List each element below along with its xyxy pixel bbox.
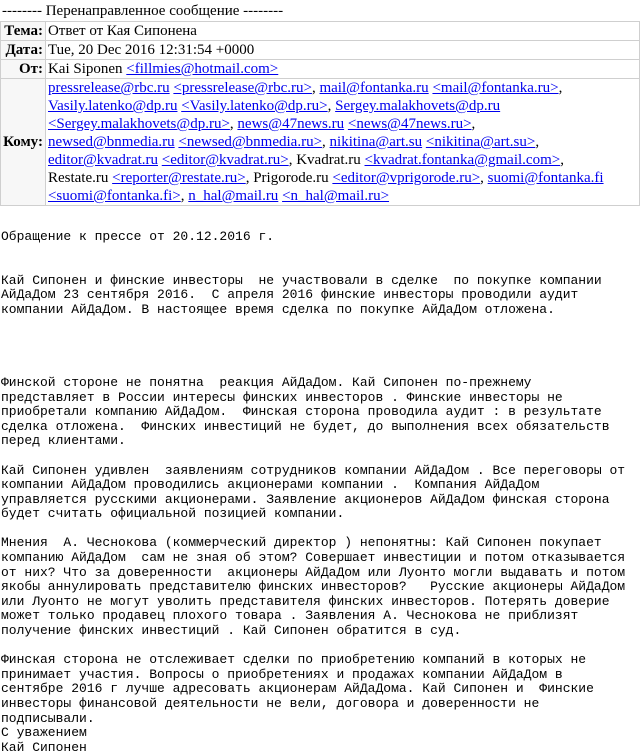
- body-line: Финской стороне не понятна реакция АйДаДом. Кай Сипонен по-прежнему: [1, 374, 532, 390]
- body-line: сделка отложена. Финских инвестиций не будет, до выполнения всех обязательств: [1, 418, 610, 434]
- body-line: Кай Сипонен удивлен заявлениям сотрудников компании АйДаДом . Все переговоры от: [1, 462, 626, 478]
- from-row: [1, 60, 640, 79]
- body-line: [1, 259, 625, 274]
- recipient-email-link[interactable]: <mail@fontanka.ru>: [432, 80, 559, 96]
- recipient-email-link[interactable]: n_hal@mail.ru: [188, 188, 279, 204]
- date-value: Tue, 20 Dec 2016 12:31:54 +0000: [45, 41, 639, 60]
- body-line: принимает участия. Вопросы о приобретениях и продажах компании АйДаДом в: [1, 666, 563, 682]
- recipients-list: [45, 79, 639, 206]
- body-line: Финская сторона не отслеживает сделки по приобретению компаний в которых не: [1, 652, 587, 668]
- recipient-text: ,: [560, 152, 564, 168]
- recipient-email-link[interactable]: <editor@vprigorode.ru>: [332, 170, 481, 186]
- recipient-text: ,: [535, 134, 540, 150]
- body-line: получение финских инвестиций . Кай Сипонен обратится в суд.: [1, 623, 462, 639]
- subject-row: [1, 22, 640, 41]
- recipient-text: ,: [471, 116, 476, 132]
- from-label: От:: [1, 60, 46, 79]
- message-body: [0, 230, 625, 755]
- date-label: Дата:: [1, 41, 46, 60]
- body-line: представляет в России интересы финских инвесторов . Финские инвесторы не: [1, 389, 563, 405]
- recipient-text: Restate.ru: [47, 170, 113, 186]
- body-line: или Луонто не могут уволить представителя финских инвесторов. Потерять доверие: [1, 593, 610, 609]
- recipient-line: [48, 133, 637, 151]
- recipient-email-link[interactable]: news@47news.ru: [237, 116, 345, 132]
- recipient-email-link[interactable]: pressrelease@rbc.ru: [47, 80, 170, 96]
- body-line: Обращение к прессе от 20.12.2016 г.: [1, 229, 275, 244]
- date-row: [1, 41, 640, 60]
- body-line: якобы аннулировать представителю финских инвесторов? Русские акционеры АйДаДом: [1, 579, 626, 595]
- body-line: инвесторы финансовой деятельности не вели, договора и доверенности не: [1, 696, 540, 711]
- recipient-email-link[interactable]: <newsed@bnmedia.ru>: [178, 134, 323, 150]
- body-line: Мнения А. Чеснокова (коммерческий директор ) непонятны: Кай Сипонен покупает: [1, 535, 602, 551]
- recipient-line: [48, 151, 637, 169]
- body-line: Кай Сипонен: [1, 739, 87, 755]
- body-line: [1, 318, 625, 333]
- recipient-text: ,: [327, 98, 336, 114]
- from-email-link[interactable]: <fillmies@hotmail.com>: [126, 61, 279, 77]
- body-line: может только продавец плохого товара . Заявления А. Чеснокова не приблизят: [1, 608, 579, 624]
- to-row: [1, 79, 640, 206]
- body-line: перед клиентами.: [1, 433, 126, 449]
- body-line: управляется русскими акционерами. Заявление акционеров АйДаДом финская сторона: [1, 491, 610, 507]
- recipient-text: ,: [480, 170, 488, 186]
- recipient-email-link[interactable]: suomi@fontanka.fi: [487, 170, 604, 186]
- recipient-text: ,: [180, 188, 189, 204]
- recipient-line: [48, 187, 637, 205]
- recipient-line: [48, 169, 637, 187]
- body-line: АйДаДом 23 сентября 2016. С апреля 2016 финские инвесторы проводили аудит: [1, 287, 579, 303]
- subject-value: Ответ от Кая Сипонена: [45, 22, 639, 41]
- recipient-email-link[interactable]: <pressrelease@rbc.ru>: [173, 80, 312, 96]
- from-name: Kai Siponen: [47, 61, 123, 77]
- recipient-line: [48, 97, 637, 115]
- recipient-email-link[interactable]: <nikitina@art.su>: [425, 134, 536, 150]
- recipient-email-link[interactable]: <Vasily.latenko@dp.ru>: [181, 98, 328, 114]
- recipient-text: ,: [558, 80, 563, 96]
- recipient-email-link[interactable]: Vasily.latenko@dp.ru: [47, 98, 178, 114]
- recipient-email-link[interactable]: <reporter@restate.ru>: [112, 170, 246, 186]
- recipient-email-link[interactable]: <Sergey.malakhovets@dp.ru>: [47, 116, 230, 132]
- recipient-text: ,: [311, 80, 320, 96]
- recipient-text: ,: [322, 134, 330, 150]
- recipient-text: , Kvadrat.ru: [288, 152, 365, 168]
- body-line: [1, 332, 625, 347]
- forwarded-message-header: -------- Перенаправленное сообщение --------: [2, 3, 284, 19]
- recipient-email-link[interactable]: nikitina@art.su: [329, 134, 423, 150]
- body-line: приобретали компанию АйДаДом. Финская сторона проводила аудит : в результате: [1, 404, 602, 420]
- body-line: компанию АйДаДом сам не зная об этом? Совершает инвестиции и потом отказывается: [1, 550, 626, 566]
- body-line: сентябре 2016 г лучше адресовать акционерам АйДаДома. Кай Сипонен и Финские: [1, 681, 594, 697]
- recipient-email-link[interactable]: <suomi@fontanka.fi>: [47, 188, 181, 204]
- body-line: [1, 522, 625, 537]
- recipient-text: ,: [229, 116, 238, 132]
- recipient-email-link[interactable]: mail@fontanka.ru: [319, 80, 429, 96]
- body-line: [1, 347, 625, 362]
- body-line: компании АйДаДом. В настоящее время сделка по покупке АйДаДом отложена.: [1, 301, 555, 317]
- body-line: подписывали.: [1, 710, 95, 726]
- message-header-table: [0, 21, 640, 206]
- recipient-line: [48, 115, 637, 133]
- body-line: [1, 639, 625, 654]
- to-label: Кому:: [1, 79, 46, 206]
- body-line: компании АйДаДом проводились акционерами компании . Компания АйДаДом: [1, 477, 540, 493]
- recipient-email-link[interactable]: <kvadrat.fontanka@gmail.com>: [364, 152, 561, 168]
- recipient-email-link[interactable]: editor@kvadrat.ru: [47, 152, 158, 168]
- body-line: [1, 361, 625, 376]
- recipient-email-link[interactable]: <n_hal@mail.ru>: [282, 188, 390, 204]
- body-line: [1, 449, 625, 464]
- subject-label: Тема:: [1, 22, 46, 41]
- recipient-email-link[interactable]: <news@47news.ru>: [347, 116, 472, 132]
- body-line: Кай Сипонен и финские инвесторы не участвовали в сделке по покупке компании: [1, 272, 602, 288]
- body-line: С уважением: [1, 725, 87, 741]
- recipient-email-link[interactable]: <editor@kvadrat.ru>: [161, 152, 289, 168]
- body-line: [1, 245, 625, 260]
- body-line: от них? Что за доверенности акционеры АйДаДом или Луонто могли выдавать и потом: [1, 564, 626, 580]
- from-value: [45, 60, 639, 79]
- recipient-line: [48, 79, 637, 97]
- recipient-email-link[interactable]: newsed@bnmedia.ru: [47, 134, 175, 150]
- recipient-text: , Prigorode.ru: [245, 170, 333, 186]
- recipient-email-link[interactable]: Sergey.malakhovets@dp.ru: [335, 98, 501, 114]
- body-line: будет считать официальной позицией компании.: [1, 506, 345, 522]
